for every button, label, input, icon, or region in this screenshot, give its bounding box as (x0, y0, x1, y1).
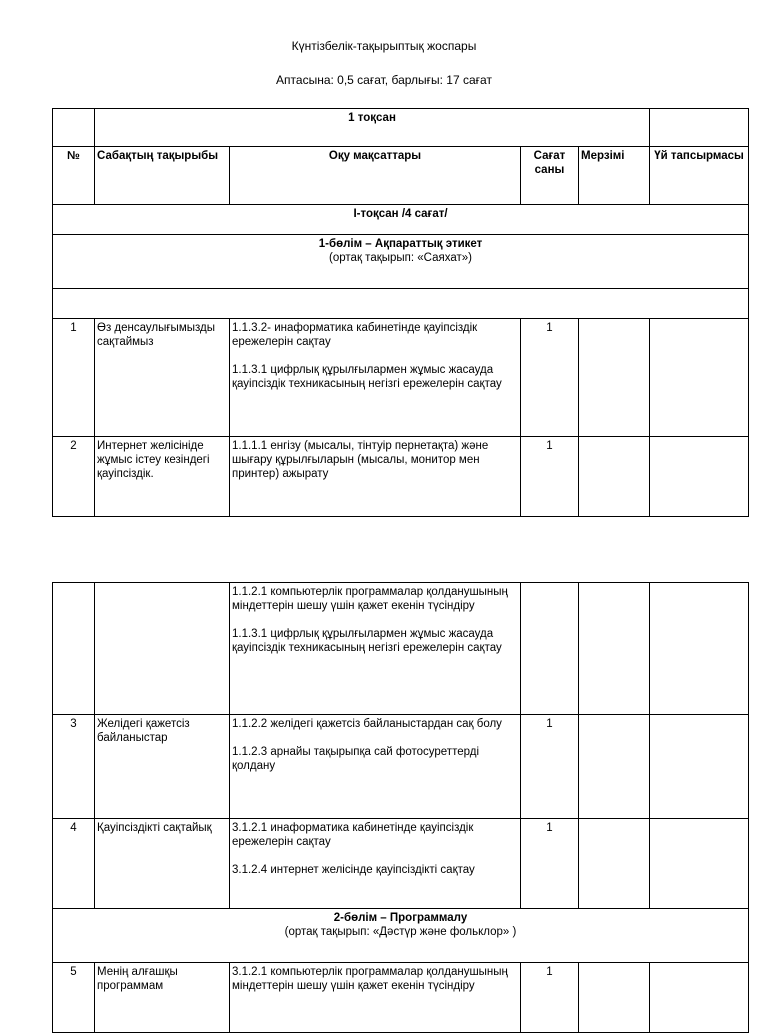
row-homework (650, 819, 749, 909)
section-row-2 (53, 909, 749, 963)
row-date (579, 819, 650, 909)
row-topic: Қауіпсіздікті сақтайық (95, 819, 230, 909)
table-row (53, 437, 749, 517)
quarter-header-row (53, 109, 749, 147)
row-objectives (230, 819, 521, 909)
row-hours: 1 (521, 715, 579, 819)
row-hours: 1 (521, 819, 579, 909)
quarter-label: 1 тоқсан (95, 109, 650, 147)
row-topic: Интернет желісініде жұмыс істеу кезіндегі қауіпсіздік. (95, 437, 230, 517)
section-subtitle: (ортақ тақырып: «Саяхат») (329, 252, 472, 264)
table-row-continuation (53, 583, 749, 715)
row-homework (650, 437, 749, 517)
column-header-row (53, 147, 749, 205)
row-objectives (230, 583, 521, 715)
row-topic: Өз денсаулығымызды сақтаймыз (95, 319, 230, 437)
row-date (579, 963, 650, 1033)
plan-table-2 (52, 582, 749, 1033)
row-date (579, 437, 650, 517)
row-topic: Менің алғашқы программам (95, 963, 230, 1033)
plan-table-1 (52, 108, 749, 517)
row-num: 4 (53, 819, 95, 909)
objective: 3.1.2.4 интернет желісінде қауіпсіздікті сақтау (232, 864, 475, 876)
row-date (579, 715, 650, 819)
row-hours: 1 (521, 963, 579, 1033)
row-hours: 1 (521, 319, 579, 437)
document-title: Күнтізбелік-тақырыптық жоспары (291, 39, 477, 53)
row-homework (650, 963, 749, 1033)
objective: 1.1.2.3 арнайы тақырыпқа сай фотосуреттерді қолдану (232, 746, 480, 772)
section-title: 2-бөлім – Программалу (333, 912, 468, 924)
objective: 3.1.2.1 компьютерлік программалар қолданушының міндеттерін шешу үшін қажет екенін түсіндіру (232, 966, 508, 992)
row-num: 5 (53, 963, 95, 1033)
col-objectives: Оқу мақсаттары (230, 147, 521, 205)
empty-row (53, 289, 749, 319)
row-objectives (230, 963, 521, 1033)
objective: 1.1.1.1 енгізу (мысалы, тінтуір пернетақта) және шығару құрылғыларын (мысалы, монитор мен принтер) ажырату (232, 440, 489, 480)
objective: 1.1.3.1 цифрлық құрылғылармен жұмыс жасауда қауіпсіздік техникасының негізгі ережелерін сақтау (232, 628, 502, 654)
objective: 1.1.2.2 желідегі қажетсіз байланыстардан сақ болу (232, 718, 502, 730)
quarter-row-label: І-тоқсан /4 сағат/ (53, 205, 749, 235)
document-subtitle: Аптасына: 0,5 сағат, барлығы: 17 сағат (276, 73, 492, 87)
col-homework: Үй тапсырмасы (650, 147, 749, 205)
row-date (579, 319, 650, 437)
row-num: 3 (53, 715, 95, 819)
table-row (53, 715, 749, 819)
row-homework (650, 715, 749, 819)
col-hours: Сағат саны (521, 147, 579, 205)
row-objectives (230, 319, 521, 437)
row-num: 1 (53, 319, 95, 437)
row-objectives (230, 437, 521, 517)
section-subtitle: (ортақ тақырып: «Дәстүр және фольклор» ) (284, 926, 517, 938)
row-objectives (230, 715, 521, 819)
objective: 1.1.3.2- инаформатика кабинетінде қауіпсіздік ережелерін сақтау (232, 322, 478, 348)
col-num: № (53, 147, 95, 205)
col-topic: Сабақтың тақырыбы (95, 147, 230, 205)
objective: 1.1.2.1 компьютерлік программалар қолданушының міндеттерін шешу үшін қажет екенін түсіндіру (232, 586, 508, 612)
table-row (53, 819, 749, 909)
col-date: Мерзімі (579, 147, 650, 205)
row-topic: Желідегі қажетсіз байланыстар (95, 715, 230, 819)
quarter-row (53, 205, 749, 235)
table-row (53, 319, 749, 437)
row-homework (650, 319, 749, 437)
table-row (53, 963, 749, 1033)
objective: 3.1.2.1 инаформатика кабинетінде қауіпсіздік ережелерін сақтау (232, 822, 474, 848)
row-hours: 1 (521, 437, 579, 517)
row-num: 2 (53, 437, 95, 517)
section-title: 1-бөлім – Ақпараттық этикет (318, 238, 483, 250)
objective: 1.1.3.1 цифрлық құрылғылармен жұмыс жасауда қауіпсіздік техникасының негізгі ережелерін сақтау (232, 364, 502, 390)
section-row-1 (53, 235, 749, 289)
